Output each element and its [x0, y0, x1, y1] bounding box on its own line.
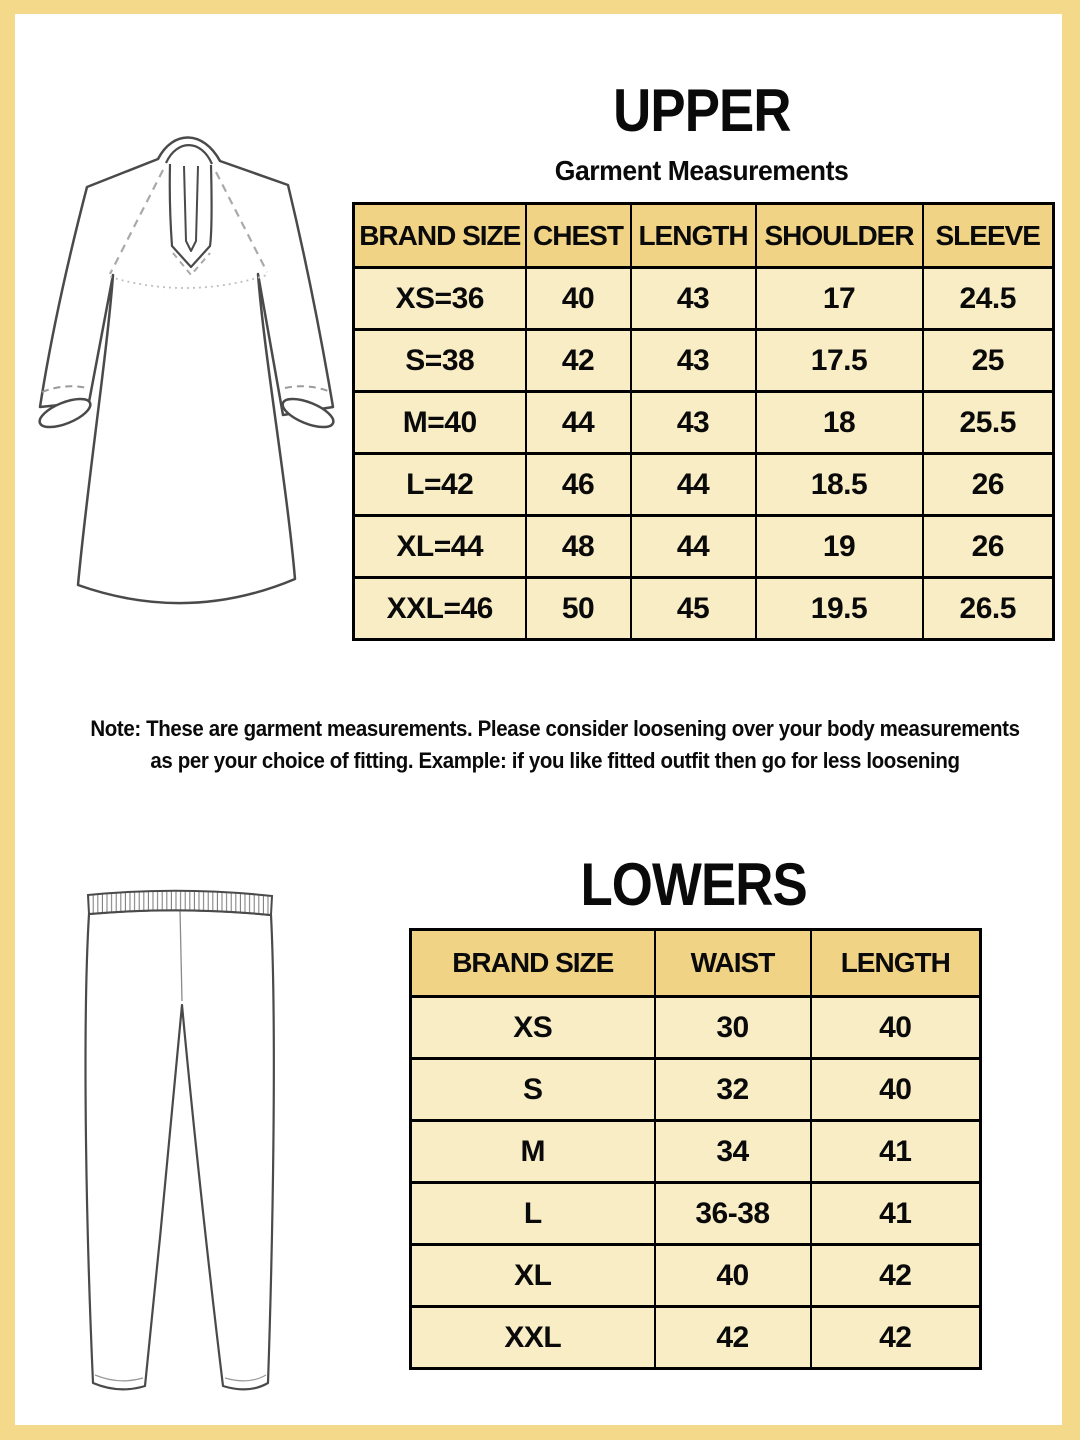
table-cell: 44: [631, 516, 756, 578]
table-row: [354, 516, 1054, 578]
column-header: SHOULDER: [756, 204, 923, 268]
column-header: WAIST: [655, 930, 811, 997]
column-header: CHEST: [526, 204, 631, 268]
column-header: BRAND SIZE: [411, 930, 655, 997]
table-row: [354, 392, 1054, 454]
table-cell: 48: [526, 516, 631, 578]
table-cell: 32: [655, 1059, 811, 1121]
table-cell: 41: [811, 1121, 981, 1183]
table-row: [411, 1183, 981, 1245]
table-cell: 42: [811, 1307, 981, 1369]
table-cell: 17: [756, 268, 923, 330]
table-row: [411, 997, 981, 1059]
table-row: [411, 1245, 981, 1307]
table-cell: 26: [923, 516, 1054, 578]
table-cell: 18: [756, 392, 923, 454]
upper-size-table: [352, 202, 1055, 641]
table-cell: 19: [756, 516, 923, 578]
table-cell: XL=44: [354, 516, 526, 578]
table-cell: XS=36: [354, 268, 526, 330]
table-cell: XXL: [411, 1307, 655, 1369]
column-header: LENGTH: [631, 204, 756, 268]
table-cell: L: [411, 1183, 655, 1245]
table-cell: 40: [655, 1245, 811, 1307]
pants-illustration: [68, 882, 278, 1394]
table-row: [411, 1121, 981, 1183]
table-cell: 50: [526, 578, 631, 640]
table-cell: 17.5: [756, 330, 923, 392]
table-cell: XS: [411, 997, 655, 1059]
upper-section-subtitle: Garment Measurements: [555, 155, 849, 186]
table-cell: 41: [811, 1183, 981, 1245]
table-cell: XXL=46: [354, 578, 526, 640]
table-row: [411, 1059, 981, 1121]
table-cell: XL: [411, 1245, 655, 1307]
table-cell: S: [411, 1059, 655, 1121]
table-cell: 40: [526, 268, 631, 330]
column-header: BRAND SIZE: [354, 204, 526, 268]
table-cell: 44: [526, 392, 631, 454]
lower-table-header-row: [411, 930, 981, 997]
kurta-illustration: [35, 124, 337, 624]
column-header: LENGTH: [811, 930, 981, 997]
upper-section-title: UPPER: [613, 77, 791, 144]
table-row: [354, 454, 1054, 516]
table-cell: 42: [526, 330, 631, 392]
table-cell: L=42: [354, 454, 526, 516]
note-line-2: as per your choice of fitting. Example: if you like fitted outfit then go for less loosening: [150, 747, 960, 773]
column-header: SLEEVE: [923, 204, 1054, 268]
table-cell: 45: [631, 578, 756, 640]
table-cell: 36-38: [655, 1183, 811, 1245]
table-cell: 40: [811, 997, 981, 1059]
table-row: [411, 1307, 981, 1369]
table-cell: 34: [655, 1121, 811, 1183]
table-cell: M=40: [354, 392, 526, 454]
table-cell: 30: [655, 997, 811, 1059]
table-cell: 26.5: [923, 578, 1054, 640]
table-cell: 43: [631, 392, 756, 454]
table-cell: 44: [631, 454, 756, 516]
table-cell: S=38: [354, 330, 526, 392]
table-cell: 42: [811, 1245, 981, 1307]
table-row: [354, 330, 1054, 392]
table-cell: 43: [631, 330, 756, 392]
measurement-note: [90, 713, 1020, 777]
table-cell: 24.5: [923, 268, 1054, 330]
table-cell: 46: [526, 454, 631, 516]
table-cell: M: [411, 1121, 655, 1183]
table-cell: 18.5: [756, 454, 923, 516]
lower-size-table: [409, 928, 982, 1370]
table-cell: 26: [923, 454, 1054, 516]
table-row: [354, 578, 1054, 640]
note-line-1: Note: These are garment measurements. Please consider loosening over your body measurements: [90, 716, 1020, 741]
table-cell: 25.5: [923, 392, 1054, 454]
table-cell: 25: [923, 330, 1054, 392]
table-cell: 19.5: [756, 578, 923, 640]
lower-section-title: LOWERS: [580, 851, 808, 918]
table-row: [354, 268, 1054, 330]
table-cell: 43: [631, 268, 756, 330]
table-cell: 40: [811, 1059, 981, 1121]
table-cell: 42: [655, 1307, 811, 1369]
upper-table-header-row: [354, 204, 1054, 268]
